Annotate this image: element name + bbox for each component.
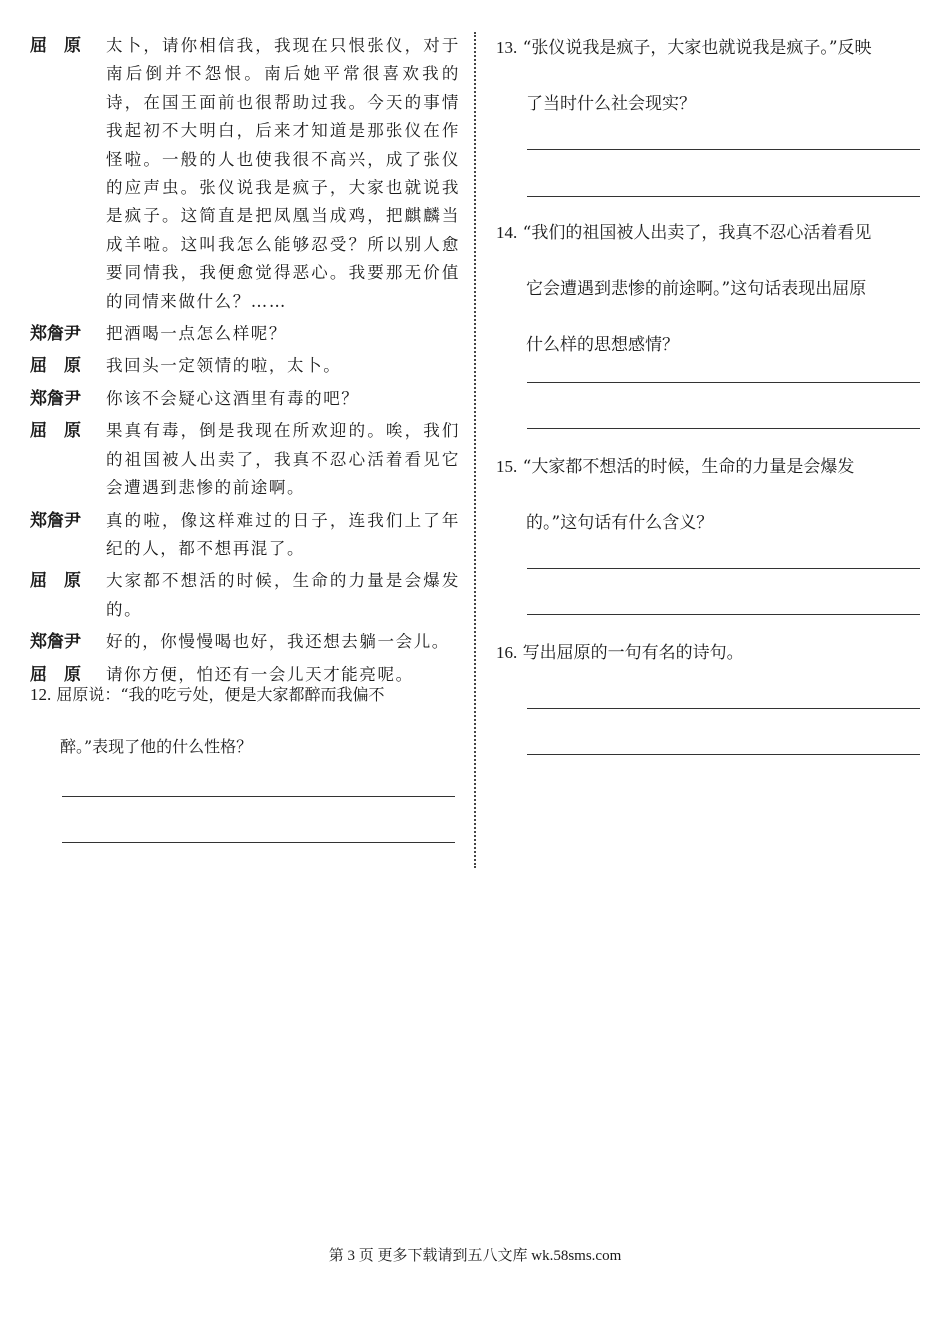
question-14 (496, 218, 921, 360)
dialogue-turn (30, 417, 460, 502)
column-divider (474, 32, 476, 868)
dialogue-text: 真的啦，像这样难过的日子，连我们上了年纪的人，都不想再混了。 (106, 510, 460, 558)
page-footer: 第 3 页 更多下载请到五八文库 wk.58sms.com (328, 1248, 622, 1264)
dialogue-text: 大家都不想活的时候，生命的力量是会爆发的。 (106, 571, 460, 619)
answer-line[interactable] (527, 428, 920, 429)
question-text-continued: 了当时什么社会现实？ (526, 94, 696, 114)
question-text-continued: 醉。”表现了他的什么性格？ (60, 737, 253, 756)
dialogue-turn (30, 567, 460, 624)
question-13 (496, 33, 921, 119)
dialogue-text: 太卜，请你相信我，我现在只恨张仪，对于南后倒并不怨恨。南后她平常很喜欢我的诗，在国王面前也很帮助过我。今天的事情我起初不大明白，后来才知道是那张仪在作怪啦。一般的人也使我很不高兴，成了张仪的应声虫。张仪说我是疯子，大家也就说我是疯子。这简直是把凤凰当成鸡，把麒麟当成羊啦。这叫我怎么能够忍受？所以别人愈要同情我，我便愈觉得恶心。我要那无价值的同情来做什么？…… (106, 36, 460, 311)
speaker-name: 屈 原 (30, 356, 81, 377)
answer-line[interactable] (527, 382, 920, 383)
dialogue-text: 把酒喝一点怎么样呢？ (106, 324, 287, 344)
dialogue-text: 你该不会疑心这酒里有毒的吧？ (106, 388, 360, 408)
dialogue-turn (30, 628, 460, 656)
speaker-name: 屈 原 (30, 571, 81, 592)
speaker-name: 郑詹尹 (30, 324, 81, 345)
speaker-name: 屈 原 (30, 664, 81, 685)
answer-line[interactable] (527, 708, 920, 709)
dialogue-turn (30, 32, 460, 316)
question-number: 15. (496, 457, 518, 476)
question-text-continued: 什么样的思想感情？ (526, 335, 679, 355)
question-text-continued: 它会遭遇到悲惨的前途啊。”这句话表现出屈原 (526, 279, 867, 299)
answer-line[interactable] (527, 614, 920, 615)
dialogue-turn (30, 352, 460, 380)
question-15 (496, 452, 921, 538)
speaker-name: 郑詹尹 (30, 632, 81, 653)
dialogue-turn (30, 507, 460, 564)
dialogue-text: 我回头一定领情的啦，太卜。 (106, 356, 342, 376)
question-text-continued: 的。”这句话有什么含义？ (526, 513, 714, 533)
question-number: 12. (30, 685, 52, 704)
dialogue-section (30, 32, 460, 693)
dialogue-text: 果真有毒，倒是我现在所欢迎的。唉，我们的祖国被人出卖了，我真不忍心活着看见它会遭遇到悲惨的前途啊。 (106, 421, 460, 498)
speaker-name: 屈 原 (30, 36, 81, 56)
question-text: “张仪说我是疯子，大家也就说我是疯子。”反映 (522, 38, 872, 58)
question-number: 16. (496, 643, 518, 662)
dialogue-text: 请你方便，怕还有一会儿天才能亮呢。 (106, 664, 414, 684)
question-text: 屈原说：“我的吃亏处，便是大家都醉而我偏不 (56, 685, 385, 704)
answer-line[interactable] (527, 149, 920, 150)
question-text: “我们的祖国被人出卖了，我真不忍心活着看见 (522, 223, 872, 243)
answer-line[interactable] (527, 196, 920, 197)
question-number: 14. (496, 223, 518, 242)
question-16 (496, 638, 921, 668)
question-text: 写出屈原的一句有名的诗句。 (522, 643, 744, 663)
answer-line[interactable] (62, 796, 455, 797)
answer-line[interactable] (62, 842, 455, 843)
dialogue-turn (30, 320, 460, 348)
question-text: “大家都不想活的时候，生命的力量是会爆发 (522, 457, 855, 477)
speaker-name: 郑詹尹 (30, 510, 81, 531)
answer-line[interactable] (527, 754, 920, 755)
speaker-name: 郑詹尹 (30, 388, 81, 409)
question-number: 13. (496, 38, 518, 57)
answer-line[interactable] (527, 568, 920, 569)
question-12 (30, 680, 460, 762)
dialogue-text: 好的，你慢慢喝也好，我还想去躺一会儿。 (106, 632, 450, 652)
dialogue-turn (30, 385, 460, 413)
speaker-name: 屈 原 (30, 421, 81, 442)
